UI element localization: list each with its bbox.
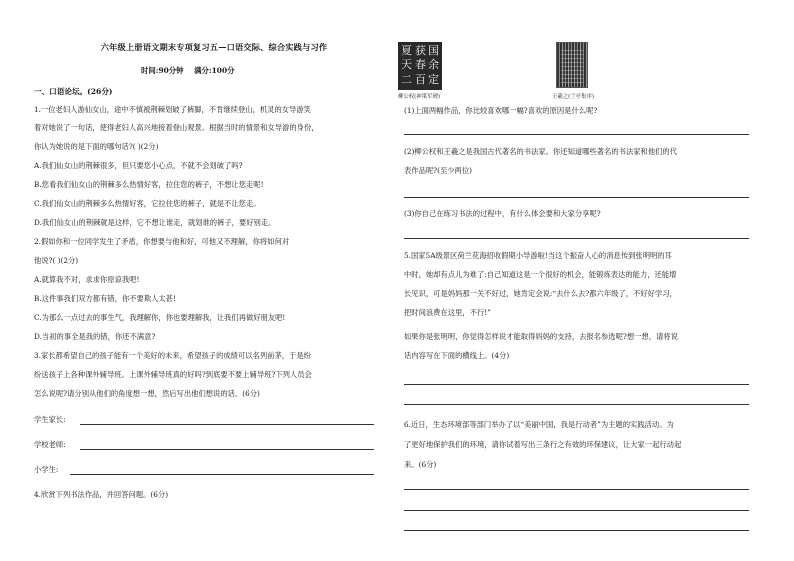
label-parent: 学生家长: (34, 415, 66, 424)
caption-liu-gongquan: 柳公权(神策军碑) (398, 94, 440, 100)
answer-line-q6-1[interactable] (404, 489, 749, 490)
answer-line-q5-2[interactable] (404, 404, 749, 405)
q4-3: (3)你自己在练习书法的过程中，有什么体会要和大家分享呢? (404, 209, 601, 218)
answer-line-parent[interactable] (80, 424, 374, 425)
callig-char-3: 获 (415, 44, 426, 57)
q2-option-d: D.当初的事全是我的错，你还不满意? (34, 332, 156, 341)
q2-option-a: A.就算我不对，求求你原谅我吧! (34, 275, 140, 284)
page-title: 六年级上册语文期末专项复习五—口语交际、综合实践与习作 (100, 42, 328, 52)
q1-line-1: 1.一位老妇人游仙女山，途中不慎被荆棘划破了裤脚，不肯继续登山，机灵的女导游笑 (34, 105, 311, 114)
calligraphy-wang-xizhi-image (556, 42, 588, 88)
callig-char-6: 国 (428, 44, 439, 57)
callig-char-7: 百 (415, 73, 426, 86)
q5-line-5: 如果你是张明明，你觉得怎样说才能取得妈妈的支持，去报名参选呢?想一想，请将说 (404, 332, 678, 341)
answer-line-teacher[interactable] (80, 449, 374, 450)
q3-line-2: 纷送孩子上各种课外辅导班。上课外辅导班真的好吗?到底要不要上辅导班?下列人员会 (34, 370, 312, 379)
answer-line-q6-3[interactable] (404, 530, 749, 531)
q2-option-c: C.为那么一点过去的事生气，我理解你，你也要理解我，让我们再做好朋友吧! (34, 313, 286, 322)
callig-char-1: 夏 (401, 44, 412, 57)
q1-option-d: D.我们仙女山的荆棘就是这样，它不想让谁走，就划谁的裤子，要好别走。 (34, 218, 276, 227)
answer-line-q4-1[interactable] (404, 134, 749, 135)
answer-line-q4-2[interactable] (404, 197, 749, 198)
q4-2-line-2: 表作品呢?(至少两位) (404, 166, 472, 175)
exam-meta (141, 65, 242, 76)
answer-line-q4-3[interactable] (404, 238, 749, 239)
callig-char-2: 天 (401, 58, 412, 71)
q2-line-2: 他说?( )(2分) (34, 256, 79, 265)
q1-option-a: A.我们仙女山的荆棘很多，但只要您小心点，不就不会划破了吗? (34, 161, 243, 170)
label-teacher: 学校老师: (34, 440, 66, 449)
answer-line-student[interactable] (70, 474, 374, 475)
answer-line-q5-1[interactable] (404, 384, 749, 385)
callig-char-9: 定 (428, 73, 439, 86)
q1-line-2: 着对她说了一句话，使得老妇人高兴地接着登山观景。根据当时的情景和女导游的身份， (34, 123, 319, 132)
q2-line-1: 2.假如你和一位同学发生了矛盾，你想要与他和好，可他又不理解，你将如何对 (34, 237, 290, 246)
q5-line-3: 长见识，可是妈妈那一关不好过，她肯定会说:“去什么去?都六年级了，不好好学习， (404, 289, 677, 298)
calligraphy-liu-gongquan-image (398, 42, 442, 90)
q4-2-line-1: (2)柳公权和王羲之是我国古代著名的书法家。你还知道哪些著名的书法家和他们的代 (404, 147, 678, 156)
exam-score: 满分:100分 (194, 66, 235, 75)
callig-char-8: 余 (428, 58, 439, 71)
exam-time: 时间:90分钟 (141, 66, 184, 75)
answer-line-q6-2[interactable] (404, 510, 749, 511)
q6-line-2: 了更好地保护我们的环境，请你试着写出三条行之有效的环保建议，让大家一起行动起 (404, 440, 682, 449)
q6-line-1: 6.近日，生态环境部等部门举办了以“美丽中国，我是行动者”为主题的实践活动。为 (404, 420, 674, 429)
q2-option-b: B.这件事我们双方都有错，你不要欺人太甚! (34, 294, 176, 303)
q5-line-6: 话内容写在下面的横线上。(4分) (404, 351, 510, 360)
q1-option-c: C.我们仙女山的荆棘多么热情好客，它拉住您的裤子，就是不让您走。 (34, 199, 261, 208)
callig-char-5: 春 (415, 58, 426, 71)
q1-line-3: 你认为她说的是下面的哪句话?( )(2分) (34, 142, 159, 151)
q4-line: 4.欣赏下列书法作品，并回答问题。(6分) (34, 490, 169, 499)
q5-line-1: 5.国家5A级景区荷兰花海招收假期小导游啦!当这个振奋人心的消息传到张明明的耳 (404, 251, 672, 260)
q4-1: (1)上面两幅作品，你比较喜欢哪一幅?喜欢的原因是什么呢? (404, 106, 598, 115)
q5-line-4: 把时间浪费在这里，不行!” (404, 308, 491, 317)
q5-line-2: 中时，她却有点儿为难了:自己知道这是一个很好的机会，能锻炼表达的能力，还能增 (404, 270, 677, 279)
q3-line-3: 怎么说呢?请分别从他们的角度想一想，然后写出他们想说的话。(6分) (34, 389, 260, 398)
label-student: 小学生: (34, 465, 59, 474)
caption-wang-xizhi: 王羲之(兰亭集序) (552, 94, 594, 100)
q1-option-b: B.您看我们仙女山的荆棘多么热情好客，拉住您的裤子，不想让您走呢! (34, 180, 264, 189)
q3-line-1: 3.家长都希望自己的孩子能有一个美好的未来，希望孩子的成绩可以名列前茅，于是纷 (34, 351, 311, 360)
section-heading: 一、口语论坛。(26分) (34, 87, 113, 96)
callig-char-4: 二 (401, 73, 412, 86)
q6-line-3: 来。(6分) (404, 460, 437, 469)
